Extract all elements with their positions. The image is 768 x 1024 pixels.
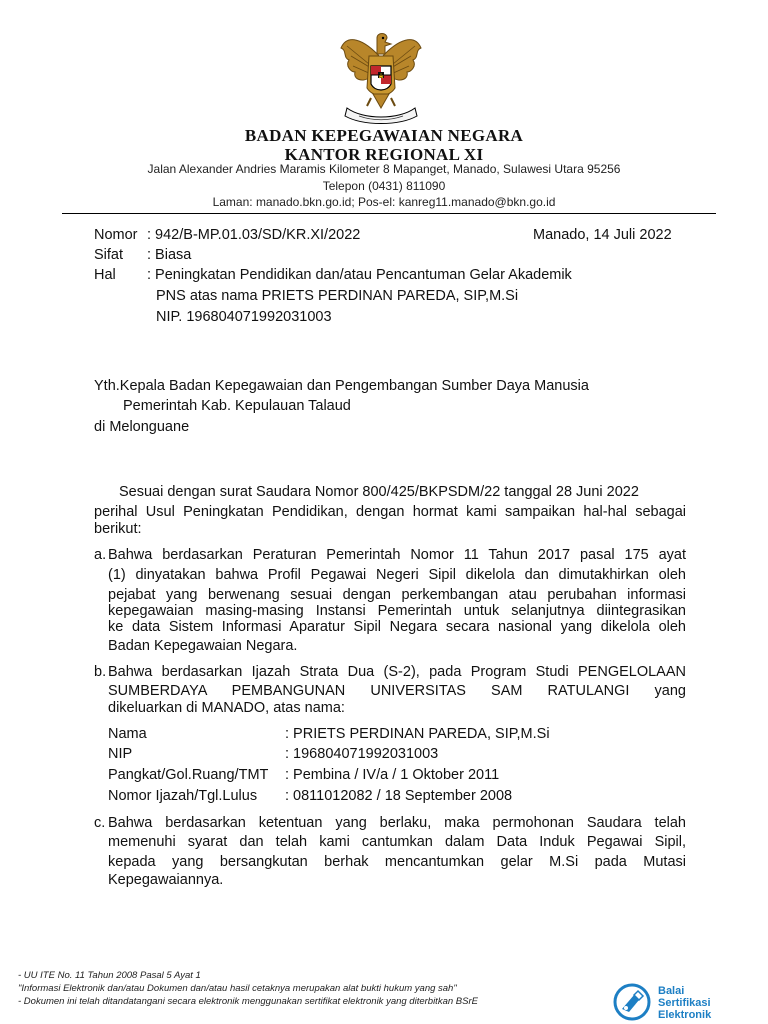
bsre-logo-icon: [612, 983, 652, 1021]
point-a-line-5: ke data Sistem Informasi Aparatur Sipil Negara secara nasional yang dikelola oleh: [108, 619, 686, 635]
point-c-marker: c.: [94, 815, 106, 831]
detail-ijazah-label: Nomor Ijazah/Tgl.Lulus: [108, 788, 258, 804]
hal-line-1: : Peningkatan Pendidikan dan/atau Pencantuman Gelar Akademik: [147, 267, 572, 283]
point-b-line-1: Bahwa berdasarkan Ijazah Strata Dua (S-2), pada Program Studi PENGELOLAAN: [108, 664, 686, 680]
detail-pangkat-label: Pangkat/Gol.Ruang/TMT: [108, 767, 269, 783]
bsre-name-line-1: Balai: [658, 985, 685, 997]
point-a-line-6: Badan Kepegawaian Negara.: [108, 638, 298, 654]
recipient-line-1: Yth.Kepala Badan Kepegawaian dan Pengembangan Sumber Daya Manusia: [94, 378, 589, 394]
recipient-line-3: di Melonguane: [94, 419, 190, 435]
point-b-line-2: SUMBERDAYA PEMBANGUNAN UNIVERSITAS SAM RATULANGI yang: [108, 683, 686, 699]
point-c-line-1: Bahwa berdasarkan ketentuan yang berlaku, maka permohonan Saudara telah: [108, 815, 686, 831]
point-b-line-3: dikeluarkan di MANADO, atas nama:: [108, 700, 345, 716]
recipient-line-2: Pemerintah Kab. Kepulauan Talaud: [123, 398, 351, 414]
detail-nip-label: NIP: [108, 746, 133, 762]
detail-pangkat-value: : Pembina / IV/a / 1 Oktober 2011: [285, 767, 500, 783]
letter-date: Manado, 14 Juli 2022: [533, 227, 672, 243]
point-c-line-3: kepada yang bersangkutan berhak mencantumkan gelar M.Si pada Mutasi: [108, 854, 686, 870]
bsre-name-line-3: Elektronik: [658, 1009, 712, 1021]
point-c-line-4: Kepegawaiannya.: [108, 872, 224, 888]
footer-law-reference: - UU ITE No. 11 Tahun 2008 Pasal 5 Ayat 1: [18, 970, 201, 981]
footer-signature-note: - Dokumen ini telah ditandatangani secara elektronik menggunakan sertifikat elektronik yang diterbitkan BSrE: [18, 996, 478, 1007]
office-name: KANTOR REGIONAL XI: [284, 145, 484, 164]
detail-nip-value: : 196804071992031003: [285, 746, 439, 762]
detail-ijazah-value: : 0811012082 / 18 September 2008: [285, 788, 513, 804]
detail-nama-label: Nama: [108, 726, 147, 742]
nomor-label: Nomor: [94, 227, 138, 243]
hal-line-2: PNS atas nama PRIETS PERDINAN PAREDA, SIP,M.Si: [156, 288, 519, 304]
point-a-marker: a.: [94, 547, 107, 563]
intro-line-1: Sesuai dengan surat Saudara Nomor 800/425/BKPSDM/22 tanggal 28 Juni 2022: [119, 484, 639, 500]
nomor-value: : 942/B-MP.01.03/SD/KR.XI/2022: [147, 227, 361, 243]
phone-line: Telepon (0431) 811090: [322, 179, 446, 193]
intro-line-2: perihal Usul Peningkatan Pendidikan, dengan hormat kami sampaikan hal-hal sebagai: [94, 504, 686, 520]
intro-line-3: berikut:: [94, 521, 142, 537]
point-a-line-2: (1) dinyatakan bahwa Profil Pegawai Negeri Sipil dikelola dan dimutakhirkan oleh: [108, 567, 686, 583]
point-c-line-2: memenuhi syarat dan telah kami cantumkan dalam Data Induk Pegawai Sipil,: [108, 834, 686, 850]
agency-name: BADAN KEPEGAWAIAN NEGARA: [244, 126, 524, 145]
point-b-marker: b.: [94, 664, 107, 680]
sifat-value: : Biasa: [147, 247, 192, 263]
hal-line-3: NIP. 196804071992031003: [156, 309, 332, 325]
detail-nama-value: : PRIETS PERDINAN PAREDA, SIP,M.Si: [285, 726, 550, 742]
point-a-line-3: pejabat yang berwenang sesuai dengan perkembangan atau perubahan informasi: [108, 587, 686, 603]
header-divider: [62, 213, 716, 214]
point-a-line-1: Bahwa berdasarkan Peraturan Pemerintah Nomor 11 Tahun 2017 pasal 175 ayat: [108, 547, 686, 563]
hal-label: Hal: [94, 267, 116, 283]
garuda-pancasila-emblem-icon: [333, 28, 429, 128]
contact-line: Laman: manado.bkn.go.id; Pos-el: kanreg11.manado@bkn.go.id: [212, 195, 556, 209]
footer-quote: "Informasi Elektronik dan/atau Dokumen dan/atau hasil cetaknya merupakan alat bukti hukum yang sah": [18, 983, 457, 994]
point-a-line-4: kepegawaian masing-masing Instansi Pemerintah untuk selanjutnya diintegrasikan: [108, 603, 686, 619]
address-line: Jalan Alexander Andries Maramis Kilometer 8 Mapanget, Manado, Sulawesi Utara 95256: [147, 162, 621, 176]
bsre-name-line-2: Sertifikasi: [658, 997, 711, 1009]
sifat-label: Sifat: [94, 247, 124, 263]
